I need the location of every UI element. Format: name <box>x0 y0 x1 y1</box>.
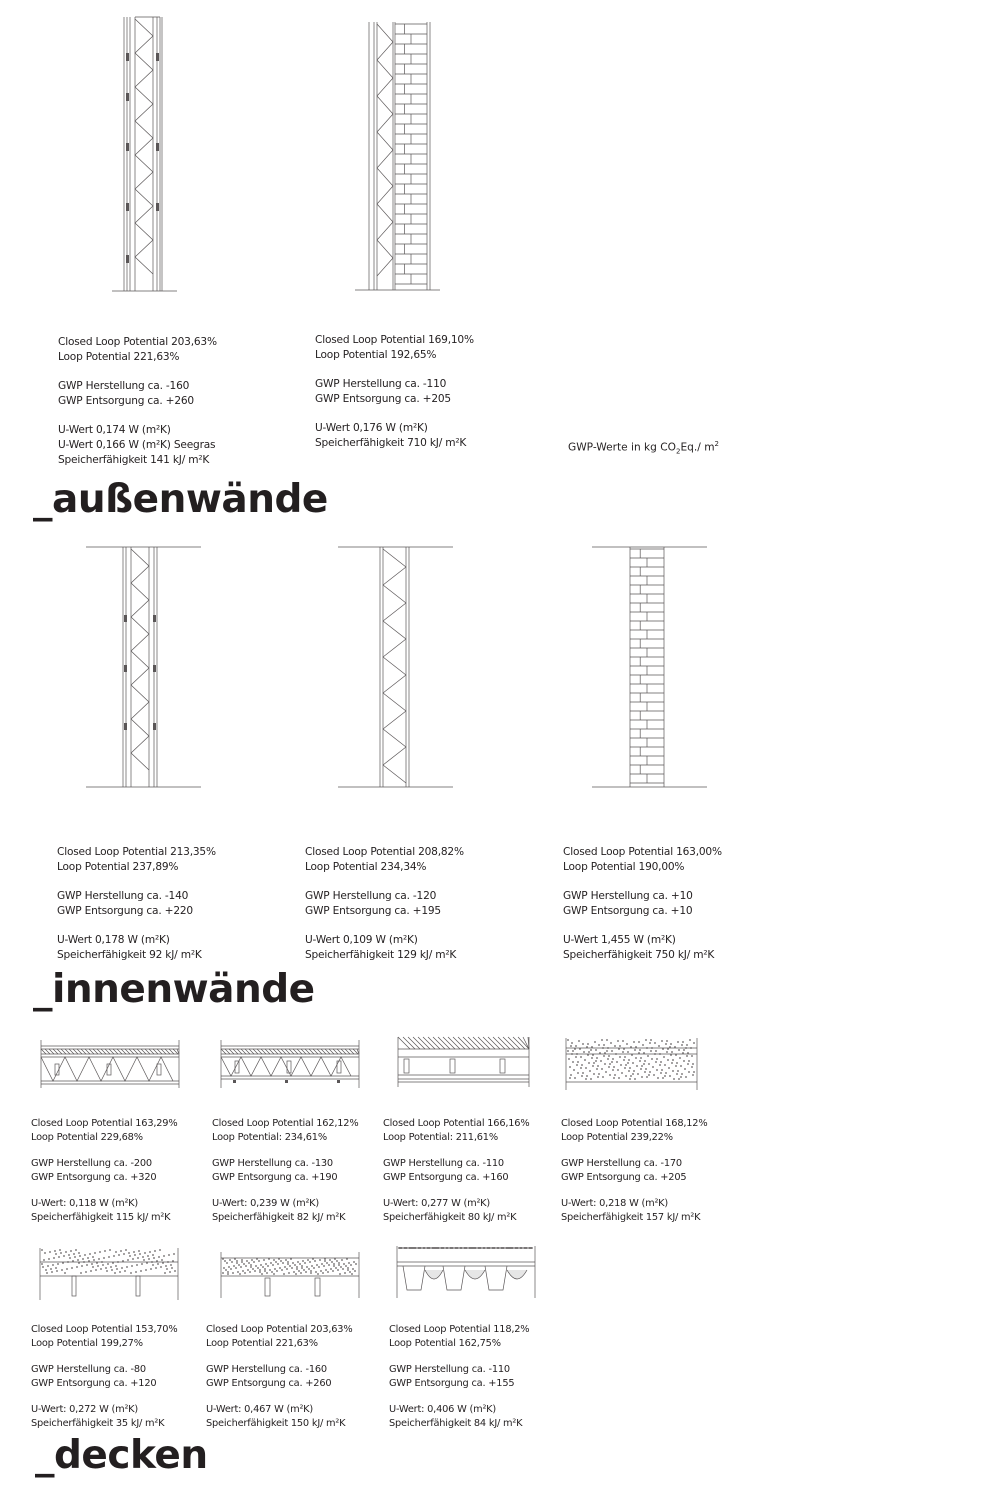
info-line: GWP Herstellung ca. -140 <box>57 890 189 902</box>
info-line: GWP Entsorgung ca. +205 <box>561 1171 687 1183</box>
spacer <box>561 1184 707 1197</box>
spacer <box>31 1390 177 1403</box>
info-line: Loop Potential 234,34% <box>305 861 427 873</box>
decke-3-info <box>383 1117 529 1224</box>
info-line: Loop Potential 221,63% <box>206 1337 318 1349</box>
info-line: GWP Herstellung ca. -110 <box>315 378 447 390</box>
spacer <box>389 1390 529 1403</box>
info-line: U-Wert 0,178 W (m²K) <box>57 934 170 946</box>
decke-1-section-drawing <box>39 1038 181 1090</box>
info-line: U-Wert 0,109 W (m²K) <box>305 934 418 946</box>
spacer <box>561 1144 707 1157</box>
info-line: U-Wert: 0,467 W (m²K) <box>206 1404 314 1415</box>
info-line: GWP Entsorgung ca. +10 <box>563 905 693 917</box>
aussenwand-ziegel-info <box>315 333 474 451</box>
info-line: GWP Entsorgung ca. +160 <box>383 1171 509 1183</box>
info-line: Closed Loop Potential 203,63% <box>58 336 217 348</box>
info-line: Closed Loop Potential 169,10% <box>315 334 474 346</box>
spacer <box>383 1144 529 1157</box>
spacer <box>315 407 474 421</box>
spacer <box>389 1350 529 1363</box>
innenwand-1-section-drawing <box>86 545 201 790</box>
decke-6-info <box>206 1323 352 1430</box>
aussenwand-holzstaender-section-drawing <box>112 15 177 293</box>
decke-7-section-drawing <box>395 1244 537 1300</box>
info-line: U-Wert: 0,118 W (m²K) <box>31 1198 139 1209</box>
spacer <box>57 875 216 889</box>
info-line: GWP Entsorgung ca. +260 <box>58 395 194 407</box>
spacer <box>563 919 722 933</box>
info-line: Closed Loop Potential 153,70% <box>31 1324 178 1335</box>
info-line: Closed Loop Potential 168,12% <box>561 1118 708 1129</box>
info-line: GWP Herstellung ca. -110 <box>383 1158 504 1169</box>
spacer <box>563 875 722 889</box>
info-line: Closed Loop Potential 163,29% <box>31 1118 178 1129</box>
info-line: GWP Herstellung ca. -160 <box>206 1364 327 1375</box>
info-line: GWP Herstellung ca. +10 <box>563 890 693 902</box>
innenwand-1-info <box>57 845 216 963</box>
info-line: Closed Loop Potential 118,2% <box>389 1324 530 1335</box>
spacer <box>206 1350 352 1363</box>
info-line: U-Wert: 0,218 W (m²K) <box>561 1198 669 1209</box>
decke-5-section-drawing <box>38 1246 180 1302</box>
info-line: GWP Entsorgung ca. +220 <box>57 905 193 917</box>
info-line: U-Wert 0,176 W (m²K) <box>315 422 428 434</box>
info-line: Closed Loop Potential 203,63% <box>206 1324 353 1335</box>
info-line: Loop Potential: 234,61% <box>212 1131 327 1143</box>
decke-7-info <box>389 1323 529 1430</box>
info-line: Speicherfähigkeit 82 kJ/ m²K <box>212 1211 346 1223</box>
info-line: U-Wert: 0,406 W (m²K) <box>389 1404 497 1415</box>
info-line: U-Wert 0,174 W (m²K) <box>58 424 171 436</box>
info-line: Speicherfähigkeit 92 kJ/ m²K <box>57 949 202 961</box>
info-line: GWP Herstellung ca. -170 <box>561 1158 682 1169</box>
info-line: Closed Loop Potential 213,35% <box>57 846 216 858</box>
spacer <box>212 1184 358 1197</box>
info-line: Closed Loop Potential 208,82% <box>305 846 464 858</box>
info-line: Speicherfähigkeit 750 kJ/ m²K <box>563 949 715 961</box>
aussenwand-ziegel-section-drawing <box>355 20 440 292</box>
decke-1-info <box>31 1117 177 1224</box>
info-line: Closed Loop Potential 166,16% <box>383 1118 530 1129</box>
gwp-units-legend: GWP-Werte in kg $CO_2Eq./$ $m^2$ <box>568 440 719 456</box>
info-line: U-Wert 1,455 W (m²K) <box>563 934 676 946</box>
decke-6-section-drawing <box>219 1250 361 1300</box>
info-line: Speicherfähigkeit 141 kJ/ m²K <box>58 454 210 466</box>
info-line: GWP Entsorgung ca. +320 <box>31 1171 157 1183</box>
aussenwand-holzstaender-info <box>58 335 217 468</box>
info-line: GWP Herstellung ca. -160 <box>58 380 190 392</box>
info-line: Loop Potential 229,68% <box>31 1131 143 1143</box>
info-line: Loop Potential 221,63% <box>58 351 180 363</box>
info-line: GWP Entsorgung ca. +260 <box>206 1377 332 1389</box>
info-line: U-Wert: 0,277 W (m²K) <box>383 1198 491 1209</box>
info-line: Speicherfähigkeit 84 kJ/ m²K <box>389 1417 523 1429</box>
info-line: Loop Potential 162,75% <box>389 1337 501 1349</box>
decke-2-info <box>212 1117 358 1224</box>
spacer <box>305 919 464 933</box>
info-line: GWP Entsorgung ca. +205 <box>315 393 451 405</box>
spacer <box>315 363 474 377</box>
spacer <box>305 875 464 889</box>
info-line: Speicherfähigkeit 129 kJ/ m²K <box>305 949 457 961</box>
info-line: GWP Herstellung ca. -110 <box>389 1364 510 1375</box>
spacer <box>57 919 216 933</box>
info-line: Speicherfähigkeit 157 kJ/ m²K <box>561 1211 701 1223</box>
spacer <box>31 1184 177 1197</box>
decke-2-section-drawing <box>219 1038 361 1090</box>
info-line: GWP Entsorgung ca. +190 <box>212 1171 338 1183</box>
info-line: U-Wert 0,166 W (m²K) Seegras <box>58 439 216 451</box>
info-line: GWP Entsorgung ca. +155 <box>389 1377 515 1389</box>
info-line: Speicherfähigkeit 80 kJ/ m²K <box>383 1211 517 1223</box>
info-line: Loop Potential 192,65% <box>315 349 437 361</box>
info-line: Speicherfähigkeit 115 kJ/ m²K <box>31 1211 171 1223</box>
info-line: U-Wert: 0,239 W (m²K) <box>212 1198 320 1209</box>
innenwand-2-section-drawing <box>338 545 453 790</box>
section-heading-decken: _decken <box>35 1433 208 1478</box>
spacer <box>31 1350 177 1363</box>
spacer <box>212 1144 358 1157</box>
info-line: Loop Potential 190,00% <box>563 861 685 873</box>
info-line: GWP Entsorgung ca. +120 <box>31 1377 157 1389</box>
info-line: Speicherfähigkeit 710 kJ/ m²K <box>315 437 467 449</box>
spacer <box>383 1184 529 1197</box>
info-line: U-Wert: 0,272 W (m²K) <box>31 1404 139 1415</box>
info-line: GWP Herstellung ca. -120 <box>305 890 437 902</box>
decke-4-info <box>561 1117 707 1224</box>
decke-3-section-drawing <box>396 1035 531 1090</box>
info-line: Loop Potential 199,27% <box>31 1337 143 1349</box>
spacer <box>31 1144 177 1157</box>
info-line: GWP Herstellung ca. -130 <box>212 1158 333 1169</box>
info-line: Loop Potential 239,22% <box>561 1131 673 1143</box>
spacer <box>58 365 217 379</box>
info-line: GWP Herstellung ca. -80 <box>31 1364 146 1375</box>
info-line: Closed Loop Potential 162,12% <box>212 1118 359 1129</box>
info-line: Speicherfähigkeit 150 kJ/ m²K <box>206 1417 346 1429</box>
decke-4-section-drawing <box>564 1036 699 1092</box>
spacer <box>58 409 217 423</box>
innenwand-3-info <box>563 845 722 963</box>
info-line: Closed Loop Potential 163,00% <box>563 846 722 858</box>
info-line: Speicherfähigkeit 35 kJ/ m²K <box>31 1417 165 1429</box>
decke-5-info <box>31 1323 177 1430</box>
info-line: Loop Potential 237,89% <box>57 861 179 873</box>
info-line: GWP Entsorgung ca. +195 <box>305 905 441 917</box>
spacer <box>206 1390 352 1403</box>
info-line: GWP Herstellung ca. -200 <box>31 1158 152 1169</box>
info-line: Loop Potential: 211,61% <box>383 1131 498 1143</box>
innenwand-3-section-drawing <box>592 545 707 790</box>
section-heading-aussenwaende: _außenwände <box>33 477 328 522</box>
innenwand-2-info <box>305 845 464 963</box>
section-heading-innenwaende: _innenwände <box>33 967 315 1012</box>
